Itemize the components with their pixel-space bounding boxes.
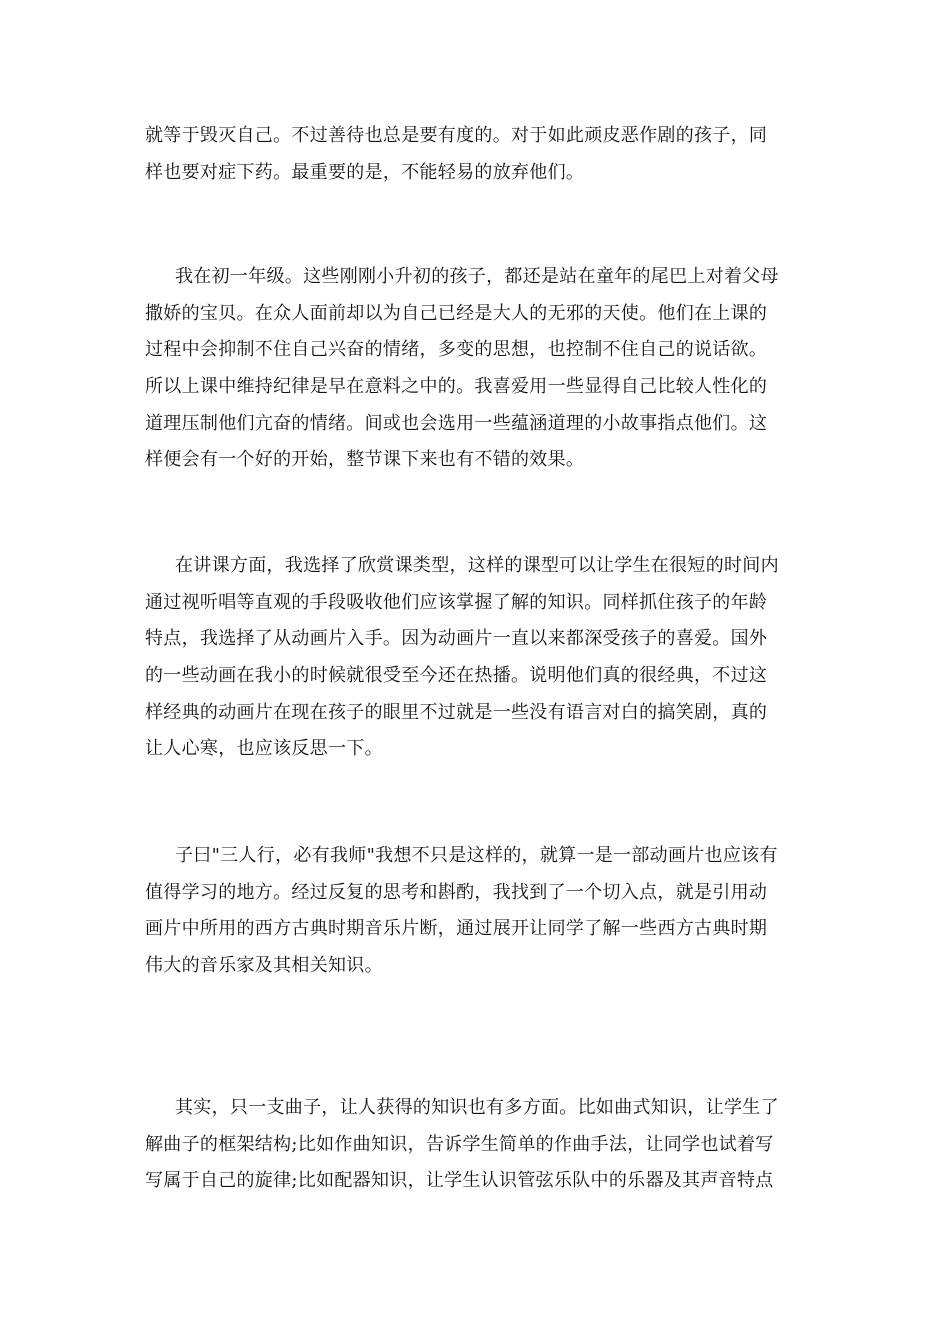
paragraph-line: 解曲子的框架结构;比如作曲知识，告诉学生简单的作曲手法，让同学也试着写 xyxy=(145,1133,774,1155)
paragraph-line: 通过视听唱等直观的手段吸收他们应该掌握了解的知识。同样抓住孩子的年龄 xyxy=(145,591,768,613)
paragraph-line: 的一些动画在我小的时候就很受至今还在热播。说明他们真的很经典，不过这 xyxy=(145,665,768,687)
paragraph-line: 让人心寒，也应该反思一下。 xyxy=(145,738,383,760)
paragraph-line: 子曰"三人行，必有我师"我想不只是这样的，就算一是一部动画片也应该有 xyxy=(175,845,778,866)
paragraph-line: 样便会有一个好的开始，整节课下来也有不错的效果。 xyxy=(145,449,585,471)
paragraph-line: 样也要对症下药。最重要的是，不能轻易的放弃他们。 xyxy=(145,161,585,183)
paragraph-line: 撒娇的宝贝。在众人面前却以为自己已经是大人的无邪的天使。他们在上课的 xyxy=(145,302,768,324)
paragraph-line: 我在初一年级。这些刚刚小升初的孩子，都还是站在童年的尾巴上对着父母 xyxy=(175,266,779,287)
paragraph-line: 画片中所用的西方古典时期音乐片断，通过展开让同学了解一些西方古典时期 xyxy=(145,918,768,940)
paragraph-line: 其实，只一支曲子，让人获得的知识也有多方面。比如曲式知识，让学生了 xyxy=(175,1097,779,1118)
paragraph-line: 道理压制他们亢奋的情绪。间或也会选用一些蕴涵道理的小故事指点他们。这 xyxy=(145,412,768,434)
paragraph-line: 就等于毁灭自己。不过善待也总是要有度的。对于如此顽皮恶作剧的孩子，同 xyxy=(145,125,768,146)
paragraph-4 xyxy=(145,838,805,985)
paragraph-5 xyxy=(145,1090,805,1200)
paragraph-line: 写属于自己的旋律;比如配器知识，让学生认识管弦乐队中的乐器及其声音特点 xyxy=(145,1170,774,1192)
paragraph-line: 伟大的音乐家及其相关知识。 xyxy=(145,955,383,977)
paragraph-line: 值得学习的地方。经过反复的思考和斟酌，我找到了一个切入点，就是引用动 xyxy=(145,881,768,903)
paragraph-line: 所以上课中维持纪律是早在意料之中的。我喜爱用一些显得自己比较人性化的 xyxy=(145,376,768,398)
paragraph-1 xyxy=(145,118,805,191)
paragraph-2 xyxy=(145,259,805,479)
paragraph-line: 特点，我选择了从动画片入手。因为动画片一直以来都深受孩子的喜爱。国外 xyxy=(145,628,768,650)
paragraph-3 xyxy=(145,548,805,768)
paragraph-line: 样经典的动画片在现在孩子的眼里不过就是一些没有语言对白的搞笑剧，真的 xyxy=(145,701,768,723)
paragraph-line: 过程中会抑制不住自己兴奋的情绪，多变的思想，也控制不住自己的说话欲。 xyxy=(145,339,768,361)
paragraph-line: 在讲课方面，我选择了欣赏课类型，这样的课型可以让学生在很短的时间内 xyxy=(175,555,779,576)
